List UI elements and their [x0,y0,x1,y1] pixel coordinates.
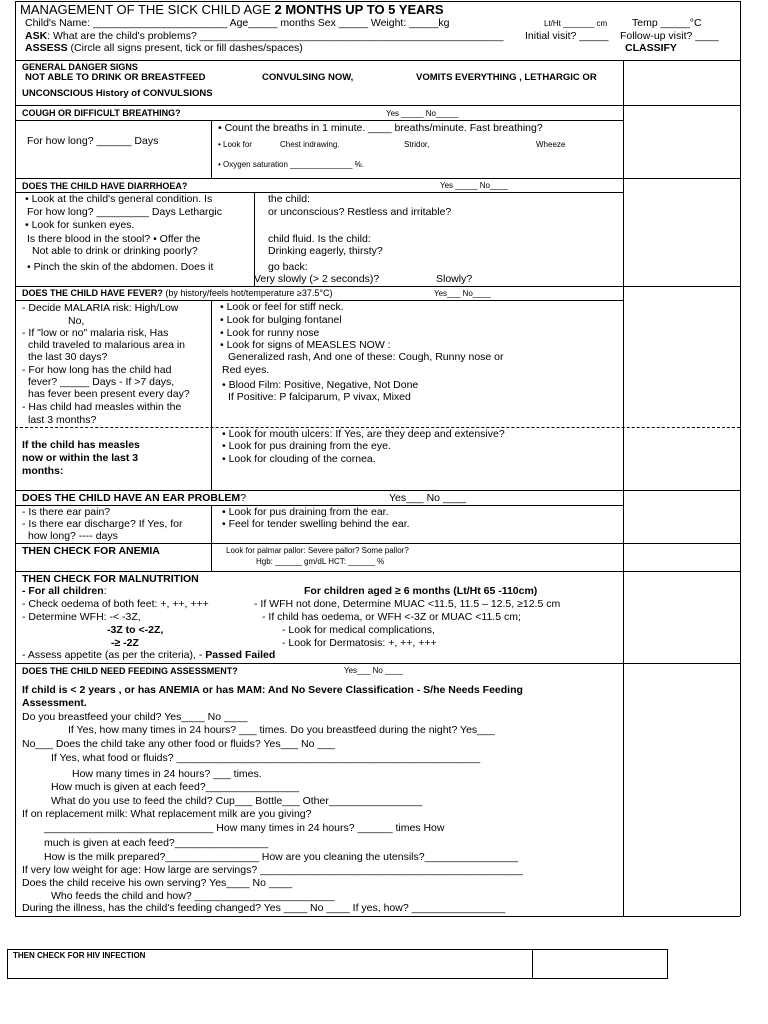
diarrhoea-l3: • Look for sunken eyes. [25,219,135,231]
anemia-pallor: Look for palmar pallor: Severe pallor? Some pallor? [226,546,409,555]
fever-r6: Red eyes. [222,364,270,376]
cough-wheeze: Wheeze [536,140,566,149]
fever-l7: fever? _____ Days - If >7 days, [28,376,175,388]
hiv-title: THEN CHECK FOR HIV INFECTION [13,951,146,960]
cough-chest-indrawing: Chest indrawing. [280,140,340,149]
fever-r7: • Blood Film: Positive, Negative, Not Done [222,379,419,391]
measles-l2: now or within the last 3 [22,452,139,464]
cough-look-for: • Look for [218,140,252,149]
ear-divider [211,505,212,571]
fever-r4: • Look for signs of MEASLES NOW : [220,339,391,351]
diarrhoea-r4: Drinking eagerly, thirsty? [268,245,383,257]
fever-title: DOES THE CHILD HAVE FEVER? (by history/feels hot/temperature ≥37.5°C) [22,288,333,298]
measles-r3: • Look for clouding of the cornea. [222,453,376,465]
feeding-cond2: Assessment. [22,697,87,709]
feeding-f6: How much is given at each feed?________________ [51,781,300,793]
diarrhoea-r3: child fluid. Is the child: [268,233,371,245]
feeding-f1: Do you breastfeed your child? Yes____ No ____ [22,711,248,723]
diarrhoea-l4: Is there blood in the stool? • Offer the [27,233,201,245]
feeding-f15: During the illness, has the child's feeding changed? Yes ____ No ____ If yes, how? ________________ [22,902,506,914]
ear-l1: - Is there ear pain? [22,506,111,518]
measles-r2: • Look for pus draining from the eye. [222,440,391,452]
fever-l1: - Decide MALARIA risk: High/Low [22,302,179,314]
measles-r1: • Look for mouth ulcers: If Yes, are they deep and extensive? [222,428,505,440]
cough-divider [211,120,212,178]
feeding-f8: If on replacement milk: What replacement milk are you giving? [22,808,312,820]
feeding-cond1: If child is < 2 years , or has ANEMIA or has MAM: And No Severe Classification - S/he Needs Feeding [22,684,523,696]
diarrhoea-l2: For how long? _________ Days Lethargic [27,206,222,218]
malnutrition-oedema-wfh: - If child has oedema, or WFH <-3Z or MUAC <11.5 cm; [262,611,521,623]
ltht-field: Lt/Ht _______ cm [544,19,608,28]
ear-title: DOES THE CHILD HAVE AN EAR PROBLEM? [22,492,247,504]
diarrhoea-r2: or unconscious? Restless and irritable? [268,206,452,218]
fever-yesno: Yes___ No____ [434,289,491,298]
feeding-f2: If Yes, how many times in 24 hours? ___ times. Do you breastfeed during the night? Yes___ [68,724,495,736]
diarrhoea-l6: • Pinch the skin of the abdomen. Does it [27,261,214,273]
ask-line: ASK: What are the child's problems? ____________________________________________________ [25,30,504,42]
malnutrition-z1: -3Z to <-2Z, [107,624,164,636]
fever-l3: - If "low or no" malaria risk, Has [22,327,169,339]
diarrhoea-l1: • Look at the child's general condition. Is [25,193,213,205]
frame-bottom [15,916,740,917]
malnutrition-z2: -≥ -2Z [111,637,139,649]
malnutrition-all: - For all children: [22,585,107,597]
feeding-f3: No___ Does the child take any other food or fluids? Yes___ No ___ [22,738,335,750]
malnutrition-title: THEN CHECK FOR MALNUTRITION [22,573,199,585]
frame-left [15,1,16,916]
ear-l2: - Is there ear discharge? If Yes, for [22,518,183,530]
diarrhoea-title: DOES THE CHILD HAVE DIARRHOEA? [22,181,188,191]
ear-l3: how long? ---- days [28,530,118,542]
child-info-line: Child's Name: _______________________ Age_____ months Sex _____ Weight: _____kg [25,17,450,29]
fever-r1: • Look or feel for stiff neck. [220,301,344,313]
assess-line: ASSESS (Circle all signs present, tick or fill dashes/spaces) [25,42,303,54]
frame-right [740,1,741,916]
classify-heading: CLASSIFY [625,42,677,54]
danger-sign-convulsing: CONVULSING NOW, [262,72,354,83]
malnutrition-wfh: - Determine WFH: -< -3Z, [22,611,141,623]
diarrhoea-r1: the child: [268,193,311,205]
cough-stridor: Stridor, [404,140,430,149]
temp-field: Temp _____°C [632,17,702,29]
diarrhoea-l5: Not able to drink or drinking poorly? [32,245,198,257]
cough-oxygen: • Oxygen saturation ______________ %. [218,160,365,169]
ear-yesno: Yes___ No ____ [389,492,467,504]
cough-yesno: Yes _____ No_____ [386,109,459,118]
fever-r5: Generalized rash, And one of these: Cough, Runny nose or [228,351,504,363]
malnutrition-appetite: - Assess appetite (as per the criteria), - Passed Failed [22,649,276,661]
danger-sign-drink: NOT ABLE TO DRINK OR BREASTFEED [25,72,206,83]
feeding-f13: Does the child receive his own serving? Yes____ No ____ [22,877,293,889]
page-title: MANAGEMENT OF THE SICK CHILD AGE 2 MONTHS UP TO 5 YEARS [20,2,444,17]
feeding-f5: How many times in 24 hours? ___ times. [72,768,262,780]
measles-l3: months: [22,465,64,477]
diarrhoea-yesno: Yes _____ No____ [440,181,508,190]
line-cough-title [15,120,623,121]
hiv-classify-divider [532,949,533,979]
malnutrition-dermatosis: - Look for Dermatosis: +, ++, +++ [282,637,437,649]
malnutrition-over6: For children aged ≥ 6 months (Lt/Ht 65 -110cm) [304,585,538,597]
fever-l10: last 3 months? [28,414,97,426]
anemia-title: THEN CHECK FOR ANEMIA [22,545,160,557]
diarrhoea-r5: go back: [268,261,308,273]
feeding-yesno: Yes___ No ____ [344,666,403,675]
classify-divider [623,60,624,916]
feeding-title: DOES THE CHILD NEED FEEDING ASSESSMENT? [22,666,238,676]
fever-l9: - Has child had measles within the [22,401,182,413]
line-fever-bottom [15,490,740,491]
malnutrition-oedema: - Check oedema of both feet: +, ++, +++ [22,598,209,610]
fever-divider [211,300,212,490]
line-danger-bottom [15,105,740,106]
initial-visit-field: Initial visit? _____ [525,30,609,42]
fever-r8: If Positive: P falciparum, P vivax, Mixed [228,391,411,403]
fever-l6: - For how long has the child had [22,364,172,376]
feeding-f11: How is the milk prepared?________________ How are you cleaning the utensils?________________ [44,851,519,863]
malnutrition-complications: - Look for medical complications, [282,624,435,636]
fever-l2: No, [68,315,85,327]
measles-l1: If the child has measles [22,439,140,451]
line-malnutrition-bottom [15,663,740,664]
fever-l8: has fever been present every day? [28,388,190,400]
fever-r3: • Look for runny nose [220,327,320,339]
feeding-f10: much is given at each feed?________________ [44,837,269,849]
ear-r2: • Feel for tender swelling behind the ear. [222,518,410,530]
danger-sign-vomits: VOMITS EVERYTHING , LETHARGIC OR [416,72,597,83]
line-cough-bottom [15,178,740,179]
feeding-f9: _____________________________ How many times in 24 hours? ______ times How [44,822,445,834]
ear-r1: • Look for pus draining from the ear. [222,506,389,518]
feeding-f7: What do you use to feed the child? Cup___ Bottle___ Other________________ [51,795,423,807]
feeding-f4: If Yes, what food or fluids? ____________________________________________________ [51,752,481,764]
fever-l4: child traveled to malarious area in [28,339,185,351]
feeding-f14: Who feeds the child and how? ________________________ [51,890,335,902]
fever-r2: • Look for bulging fontanel [220,314,342,326]
fever-l5: the last 30 days? [28,351,108,363]
diarrhoea-divider [254,192,255,286]
diarrhoea-r7: Slowly? [436,273,473,285]
feeding-f12: If very low weight for age: How large are servings? _____________________________________________ [22,864,523,876]
followup-visit-field: Follow-up visit? ____ [620,30,719,42]
malnutrition-muac: - If WFH not done, Determine MUAC <11.5, 11.5 – 12.5, ≥12.5 cm [254,598,561,610]
diarrhoea-r6: Very slowly (> 2 seconds)? [254,273,380,285]
line-anemia-bottom [15,571,740,572]
danger-sign-unconscious: UNCONSCIOUS History of CONVULSIONS [22,88,213,99]
cough-count-breaths: • Count the breaths in 1 minute. ____ breaths/minute. Fast breathing? [218,122,543,134]
line-ear-bottom [15,543,740,544]
cough-title: COUGH OR DIFFICULT BREATHING? [22,108,181,118]
cough-how-long: For how long? ______ Days [27,135,159,147]
danger-signs-title: GENERAL DANGER SIGNS [22,62,138,72]
anemia-hgb: Hgb: ______ gm/dL HCT: ______ % [256,557,385,566]
